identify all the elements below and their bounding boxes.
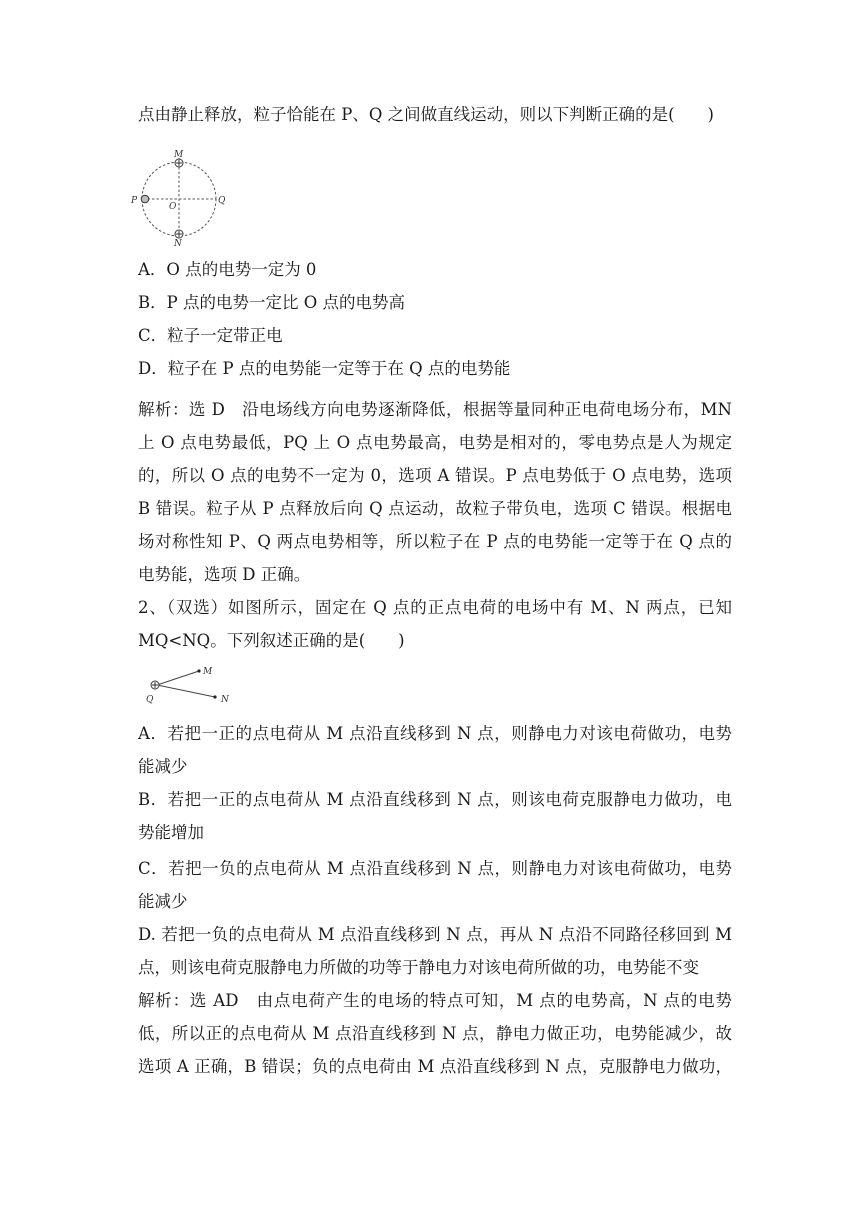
q1-figure <box>128 148 232 248</box>
q1-analysis-line: 场对称性知 P、Q 两点电势相等，所以粒子在 P 点的电势能一定等于在 Q 点的 <box>138 532 732 551</box>
q2-analysis-line: 选项 A 正确，B 错误；负的点电荷由 M 点沿直线移到 N 点，克服静电力做功， <box>138 1057 732 1076</box>
q2-analysis-line: 低，所以正的点电荷从 M 点沿直线移到 N 点，静电力做正功，电势能减少，故 <box>138 1024 732 1043</box>
q1-analysis-line: 的，所以 O 点的电势不一定为 0，选项 A 错误。P 点电势低于 O 点电势，选项 <box>138 466 732 485</box>
q2-stem-line: 2、（双选）如图所示，固定在 Q 点的正点电荷的电场中有 M、N 两点，已知 <box>138 598 732 617</box>
q1-option-d: D．粒子在 P 点的电势能一定等于在 Q 点的电势能 <box>138 359 511 378</box>
q2-option-d: D. 若把一负的点电荷从 M 点沿直线移到 N 点，再从 N 点沿不同路径移回到 M <box>138 925 732 944</box>
q2-option-b: B．若把一正的点电荷从 M 点沿直线移到 N 点，则该电荷克服静电力做功，电 <box>138 790 732 809</box>
label-m: M <box>203 667 213 677</box>
q2-option-d-cont: 点，则该电荷克服静电力所做的功等于静电力对该电荷所做的功，电势能不变 <box>138 958 699 977</box>
line-qn <box>157 685 215 697</box>
q1-analysis-line: 电势能，选项 D 正确。 <box>138 565 311 584</box>
q1-stem: 点由静止释放，粒子恰能在 P、Q 之间做直线运动，则以下判断正确的是( ) <box>138 105 714 124</box>
point-n <box>213 695 216 698</box>
q2-option-a: A．若把一正的点电荷从 M 点沿直线移到 N 点，则静电力对该电荷做功，电势 <box>138 724 732 743</box>
particle-p <box>141 195 149 203</box>
q1-analysis-line: 解析：选 D 沿电场线方向电势逐渐降低，根据等量同种正电荷电场分布，MN <box>138 400 732 419</box>
q1-analysis-line: 上 O 点电势最低，PQ 上 O 点电势最高，电势是相对的，零电势点是人为规定 <box>138 433 732 452</box>
q1-option-c: C．粒子一定带正电 <box>138 326 283 345</box>
q2-option-c: C．若把一负的点电荷从 M 点沿直线移到 N 点，则静电力对该电荷做功，电势 <box>138 859 732 878</box>
q2-analysis-line: 解析：选 AD 由点电荷产生的电场的特点可知，M 点的电势高，N 点的电势 <box>138 991 732 1010</box>
charge-n <box>175 230 183 238</box>
point-m <box>197 669 200 672</box>
q2-option-c-cont: 能减少 <box>138 892 188 911</box>
label-n: N <box>174 239 182 248</box>
label-o: O <box>169 202 177 212</box>
label-q: Q <box>146 695 154 705</box>
charge-q <box>151 681 159 689</box>
q1-option-b: B．P 点的电势一定比 O 点的电势高 <box>138 293 405 312</box>
q2-stem-line: MQ<NQ。下列叙述正确的是( ) <box>138 631 405 650</box>
q2-figure <box>140 660 240 706</box>
label-q: Q <box>218 196 226 206</box>
q2-option-b-cont: 势能增加 <box>138 823 204 842</box>
label-n: N <box>221 695 229 705</box>
q1-option-a: A．O 点的电势一定为 0 <box>138 260 317 279</box>
q1-analysis-line: B 错误。粒子从 P 点释放后向 Q 点运动，故粒子带负电，选项 C 错误。根据电 <box>138 499 732 518</box>
q2-option-a-cont: 能减少 <box>138 757 188 776</box>
charge-m <box>175 159 183 167</box>
label-p: P <box>131 196 138 206</box>
line-qm <box>157 671 199 685</box>
label-m: M <box>174 150 184 160</box>
